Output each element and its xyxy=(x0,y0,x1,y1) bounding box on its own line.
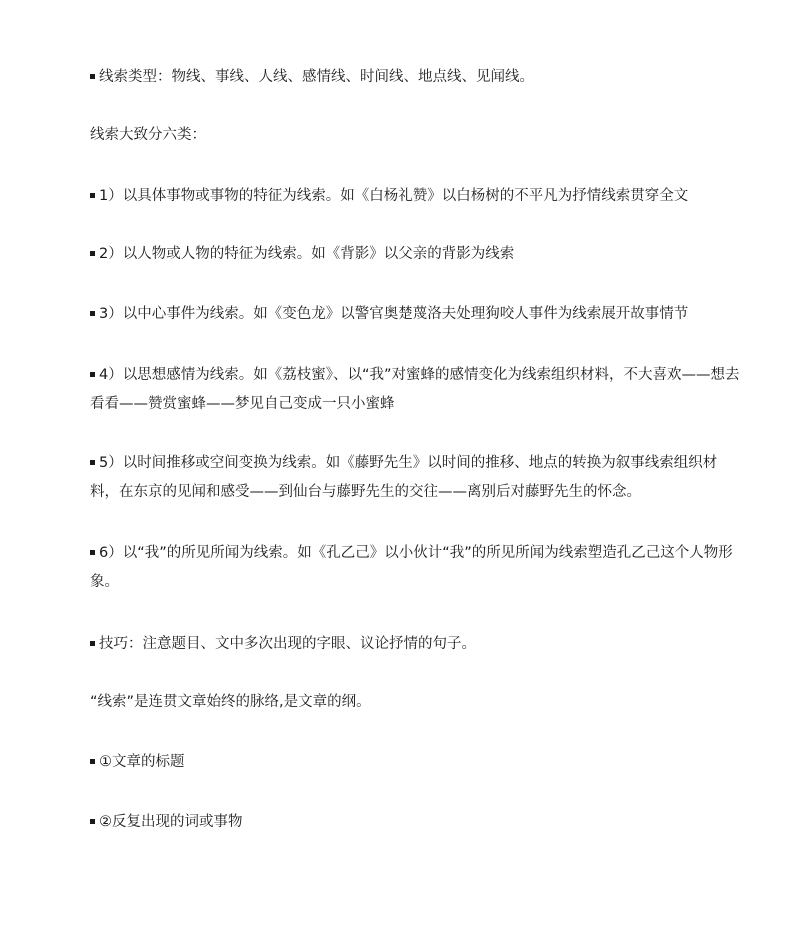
paragraph-technique xyxy=(90,630,740,659)
paragraph-text: 5）以时间推移或空间变换为线索。如《藤野先生》以时间的推移、地点的转换为叙事线索组织材料，在东京的见闻和感受——到仙台与藤野先生的交往——离别后对藤野先生的怀念。 xyxy=(90,455,718,500)
paragraph-item-4 xyxy=(90,361,740,419)
bullet-icon xyxy=(90,819,95,824)
bullet-icon xyxy=(90,460,95,465)
paragraph-text: 6）以“我”的所见所闻为线索。如《孔乙己》以小伙计“我”的所见所闻为线索塑造孔乙己这个人物形象。 xyxy=(90,545,733,590)
paragraph-point-1 xyxy=(90,748,740,777)
paragraph-item-3 xyxy=(90,300,740,329)
paragraph-clue-types xyxy=(90,63,740,92)
paragraph-item-1 xyxy=(90,182,740,211)
paragraph-six-categories xyxy=(90,121,740,150)
paragraph-item-5 xyxy=(90,449,740,507)
paragraph-text: 线索类型：物线、事线、人线、感情线、时间线、地点线、见闻线。 xyxy=(99,69,534,85)
paragraph-text: “线索”是连贯文章始终的脉络,是文章的纲。 xyxy=(90,694,371,710)
paragraph-clue-definition xyxy=(90,688,740,717)
paragraph-text: 1）以具体事物或事物的特征为线索。如《白杨礼赞》以白杨树的不平凡为抒情线索贯穿全文 xyxy=(99,188,689,204)
bullet-icon xyxy=(90,193,95,198)
paragraph-text: ①文章的标题 xyxy=(99,754,185,770)
paragraph-text: 线索大致分六类： xyxy=(90,127,206,143)
bullet-icon xyxy=(90,550,95,555)
bullet-icon xyxy=(90,641,95,646)
bullet-icon xyxy=(90,311,95,316)
paragraph-text: ②反复出现的词或事物 xyxy=(99,814,243,830)
paragraph-item-2 xyxy=(90,240,740,269)
bullet-icon xyxy=(90,759,95,764)
paragraph-point-2 xyxy=(90,808,740,837)
bullet-icon xyxy=(90,372,95,377)
paragraph-item-6 xyxy=(90,539,740,597)
paragraph-text: 4）以思想感情为线索。如《荔枝蜜》、以“我”对蜜蜂的感情变化为线索组织材料，不大喜欢——想去看看——赞赏蜜蜂——梦见自己变成一只小蜜蜂 xyxy=(90,367,740,412)
paragraph-text: 3）以中心事件为线索。如《变色龙》以警官奥楚蔑洛夫处理狗咬人事件为线索展开故事情节 xyxy=(99,306,689,322)
paragraph-text: 2）以人物或人物的特征为线索。如《背影》以父亲的背影为线索 xyxy=(99,246,515,262)
bullet-icon xyxy=(90,251,95,256)
paragraph-text: 技巧：注意题目、文中多次出现的字眼、议论抒情的句子。 xyxy=(99,636,476,652)
bullet-icon xyxy=(90,74,95,79)
